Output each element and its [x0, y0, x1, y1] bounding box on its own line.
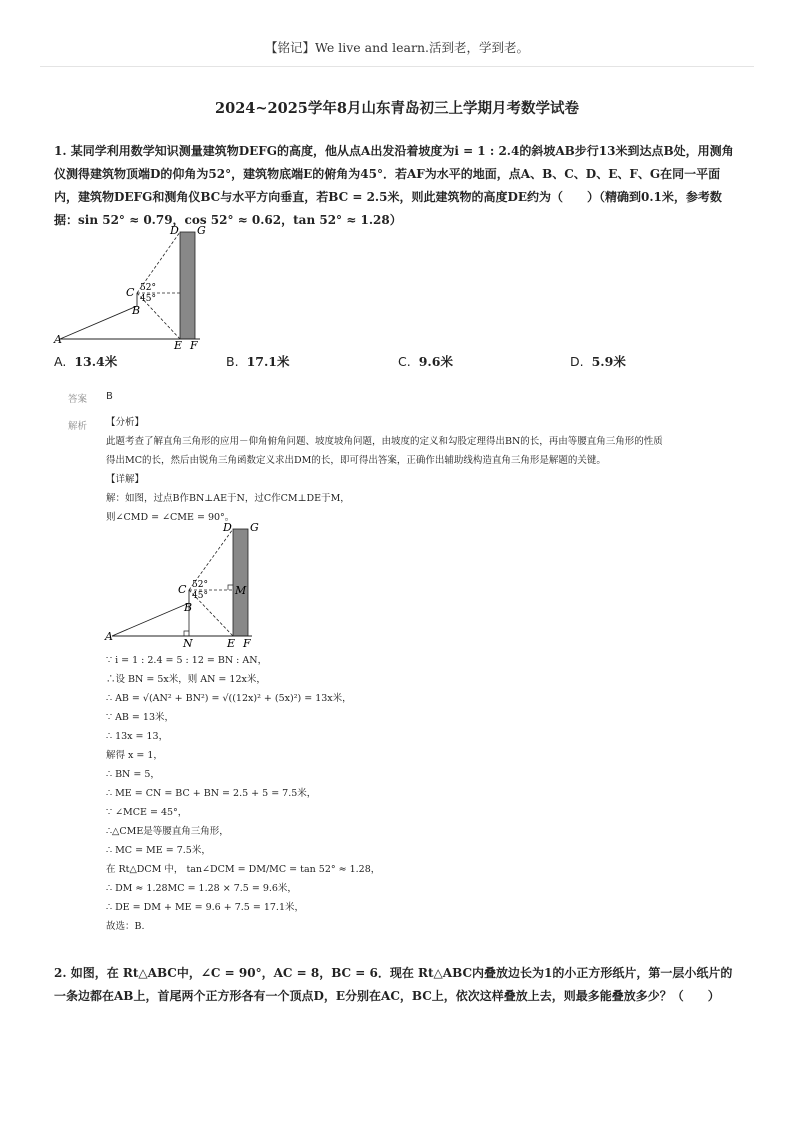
solution-figure	[100, 519, 270, 650]
solution-step: ∵ ∠MCE = 45°，	[106, 807, 188, 818]
choice-label: A.	[54, 354, 67, 369]
choice-c[interactable]	[398, 352, 453, 370]
solution-step: 故选：B.	[106, 921, 145, 932]
choice-label: C.	[398, 354, 411, 369]
solution-step: 在 Rt△DCM 中， tan∠DCM = DM/MC = tan 52° ≈ 1.28，	[106, 864, 381, 875]
question-1-figure	[50, 222, 220, 352]
page-header: 【铭记】We live and learn.活到老，学到老。	[265, 40, 529, 55]
solution-step: ∴ MC = ME = 7.5米，	[106, 845, 211, 856]
choice-text: 5.9米	[591, 354, 626, 369]
solution-step: 解得 x = 1，	[106, 750, 163, 761]
solution-step: ∵ AB = 13米，	[106, 712, 174, 723]
figure-2-svg	[100, 519, 270, 650]
answer-label: 答案	[68, 394, 88, 405]
page-title: 2024~2025学年8月山东青岛初三上学期月考数学试卷	[215, 100, 579, 117]
detail-head: 【详解】	[106, 474, 145, 485]
label-A: A	[105, 630, 113, 643]
question-2-stem	[54, 962, 744, 1008]
label-F: F	[190, 339, 198, 352]
question-1-line: 内，建筑物DEFG和测角仪BC与水平方向垂直，若BC = 2.5米，则此建筑物的高度DE约为（ ）（精确到0.1米，参考数	[54, 190, 722, 204]
label-E: E	[227, 637, 236, 650]
question-2-line: 一条边都在AB上，首尾两个正方形各有一个顶点D，E分别在AC，BC上，依次这样叠放上去，则最多能叠放多少？（ ）	[54, 989, 720, 1003]
solution-step: ∴设 BN = 5x米，则 AN = 12x米，	[106, 674, 266, 685]
header-divider	[40, 66, 754, 67]
choice-b[interactable]	[226, 352, 290, 370]
solution-step: ∴ 13x = 13，	[106, 731, 169, 742]
analysis-line: 此题考查了解直角三角形的应用－仰角俯角问题、坡度坡角问题，由坡度的定义和勾股定理得出BN的长，再由等腰直角三角形的性质	[106, 436, 663, 447]
label-A: A	[54, 333, 62, 346]
choice-text: 13.4米	[74, 354, 118, 369]
label-D: D	[223, 521, 232, 534]
analysis-text	[106, 413, 746, 527]
analysis-head: 【分析】	[106, 417, 145, 428]
figure-1-svg	[50, 222, 220, 352]
angle-52-label: 52°	[140, 283, 156, 293]
question-1-line: 1. 某同学利用数学知识测量建筑物DEFG的高度，他从点A出发沿着坡度为i = 1 : 2.4的斜坡AB步行13米到达点B处，用测角	[54, 144, 734, 158]
label-G: G	[250, 521, 259, 534]
solution-step: ∴ ME = CN = BC + BN = 2.5 + 5 = 7.5米，	[106, 788, 317, 799]
right-angle-m	[228, 585, 233, 590]
choice-label: B.	[226, 354, 239, 369]
label-C: C	[178, 583, 187, 596]
choice-d[interactable]	[570, 352, 626, 370]
label-B: B	[132, 304, 141, 317]
angle-45-label: 45°	[192, 591, 208, 601]
label-B: B	[184, 601, 193, 614]
analysis-label: 解析	[68, 421, 88, 432]
label-G: G	[197, 224, 206, 237]
choice-label: D.	[570, 354, 584, 369]
slope-line	[112, 603, 189, 636]
question-2-line: 2. 如图，在 Rt△ABC中，∠C = 90°，AC = 8，BC = 6．现在 Rt△ABC内叠放边长为1的小正方形纸片，第一层小纸片的	[54, 966, 733, 980]
right-angle-n	[184, 631, 189, 636]
analysis-line: 得出MC的长，然后由锐角三角函数定义求出DM的长，即可得出答案，正确作出辅助线构造直角三角形是解题的关键。	[106, 455, 606, 466]
building-rect	[180, 232, 195, 339]
label-N: N	[183, 637, 193, 650]
solution-step: ∴ DM ≈ 1.28MC = 1.28 × 7.5 = 9.6米，	[106, 883, 297, 894]
solution-step: ∴△CME是等腰直角三角形，	[106, 826, 229, 837]
detail-line: 则∠CMD = ∠CME = 90°。	[106, 512, 235, 523]
solution-steps	[106, 651, 746, 936]
solution-step: ∵ i = 1 : 2.4 = 5 : 12 = BN : AN，	[106, 655, 268, 666]
solution-step: ∴ AB = √(AN² + BN²) = √((12x)² + (5x)²) = 13x米，	[106, 693, 352, 704]
solution-step: ∴ DE = DM + ME = 9.6 + 7.5 = 17.1米，	[106, 902, 304, 913]
angle-52-label: 52°	[192, 580, 208, 590]
choice-text: 9.6米	[418, 354, 453, 369]
question-1-stem	[54, 140, 744, 232]
angle-45-label: 45°	[140, 294, 156, 304]
label-C: C	[126, 286, 135, 299]
label-D: D	[170, 224, 179, 237]
label-M: M	[235, 584, 247, 597]
solution-step: ∴ BN = 5，	[106, 769, 160, 780]
question-1-line: 据：sin 52° ≈ 0.79，cos 52° ≈ 0.62，tan 52° ≈ 1.28）	[54, 213, 402, 227]
label-F: F	[243, 637, 251, 650]
choice-a[interactable]	[54, 352, 117, 370]
label-E: E	[174, 339, 183, 352]
question-1-line: 仪测得建筑物顶端D的仰角为52°，建筑物底端E的俯角为45°．若AF为水平的地面，点A、B、C、D、E、F、G在同一平面	[54, 167, 721, 181]
slope-line	[60, 306, 137, 339]
choice-text: 17.1米	[246, 354, 290, 369]
detail-line: 解：如图，过点B作BN⊥AE于N，过C作CM⊥DE于M，	[106, 493, 350, 504]
building-rect	[233, 529, 248, 636]
answer-value: B	[106, 391, 113, 402]
